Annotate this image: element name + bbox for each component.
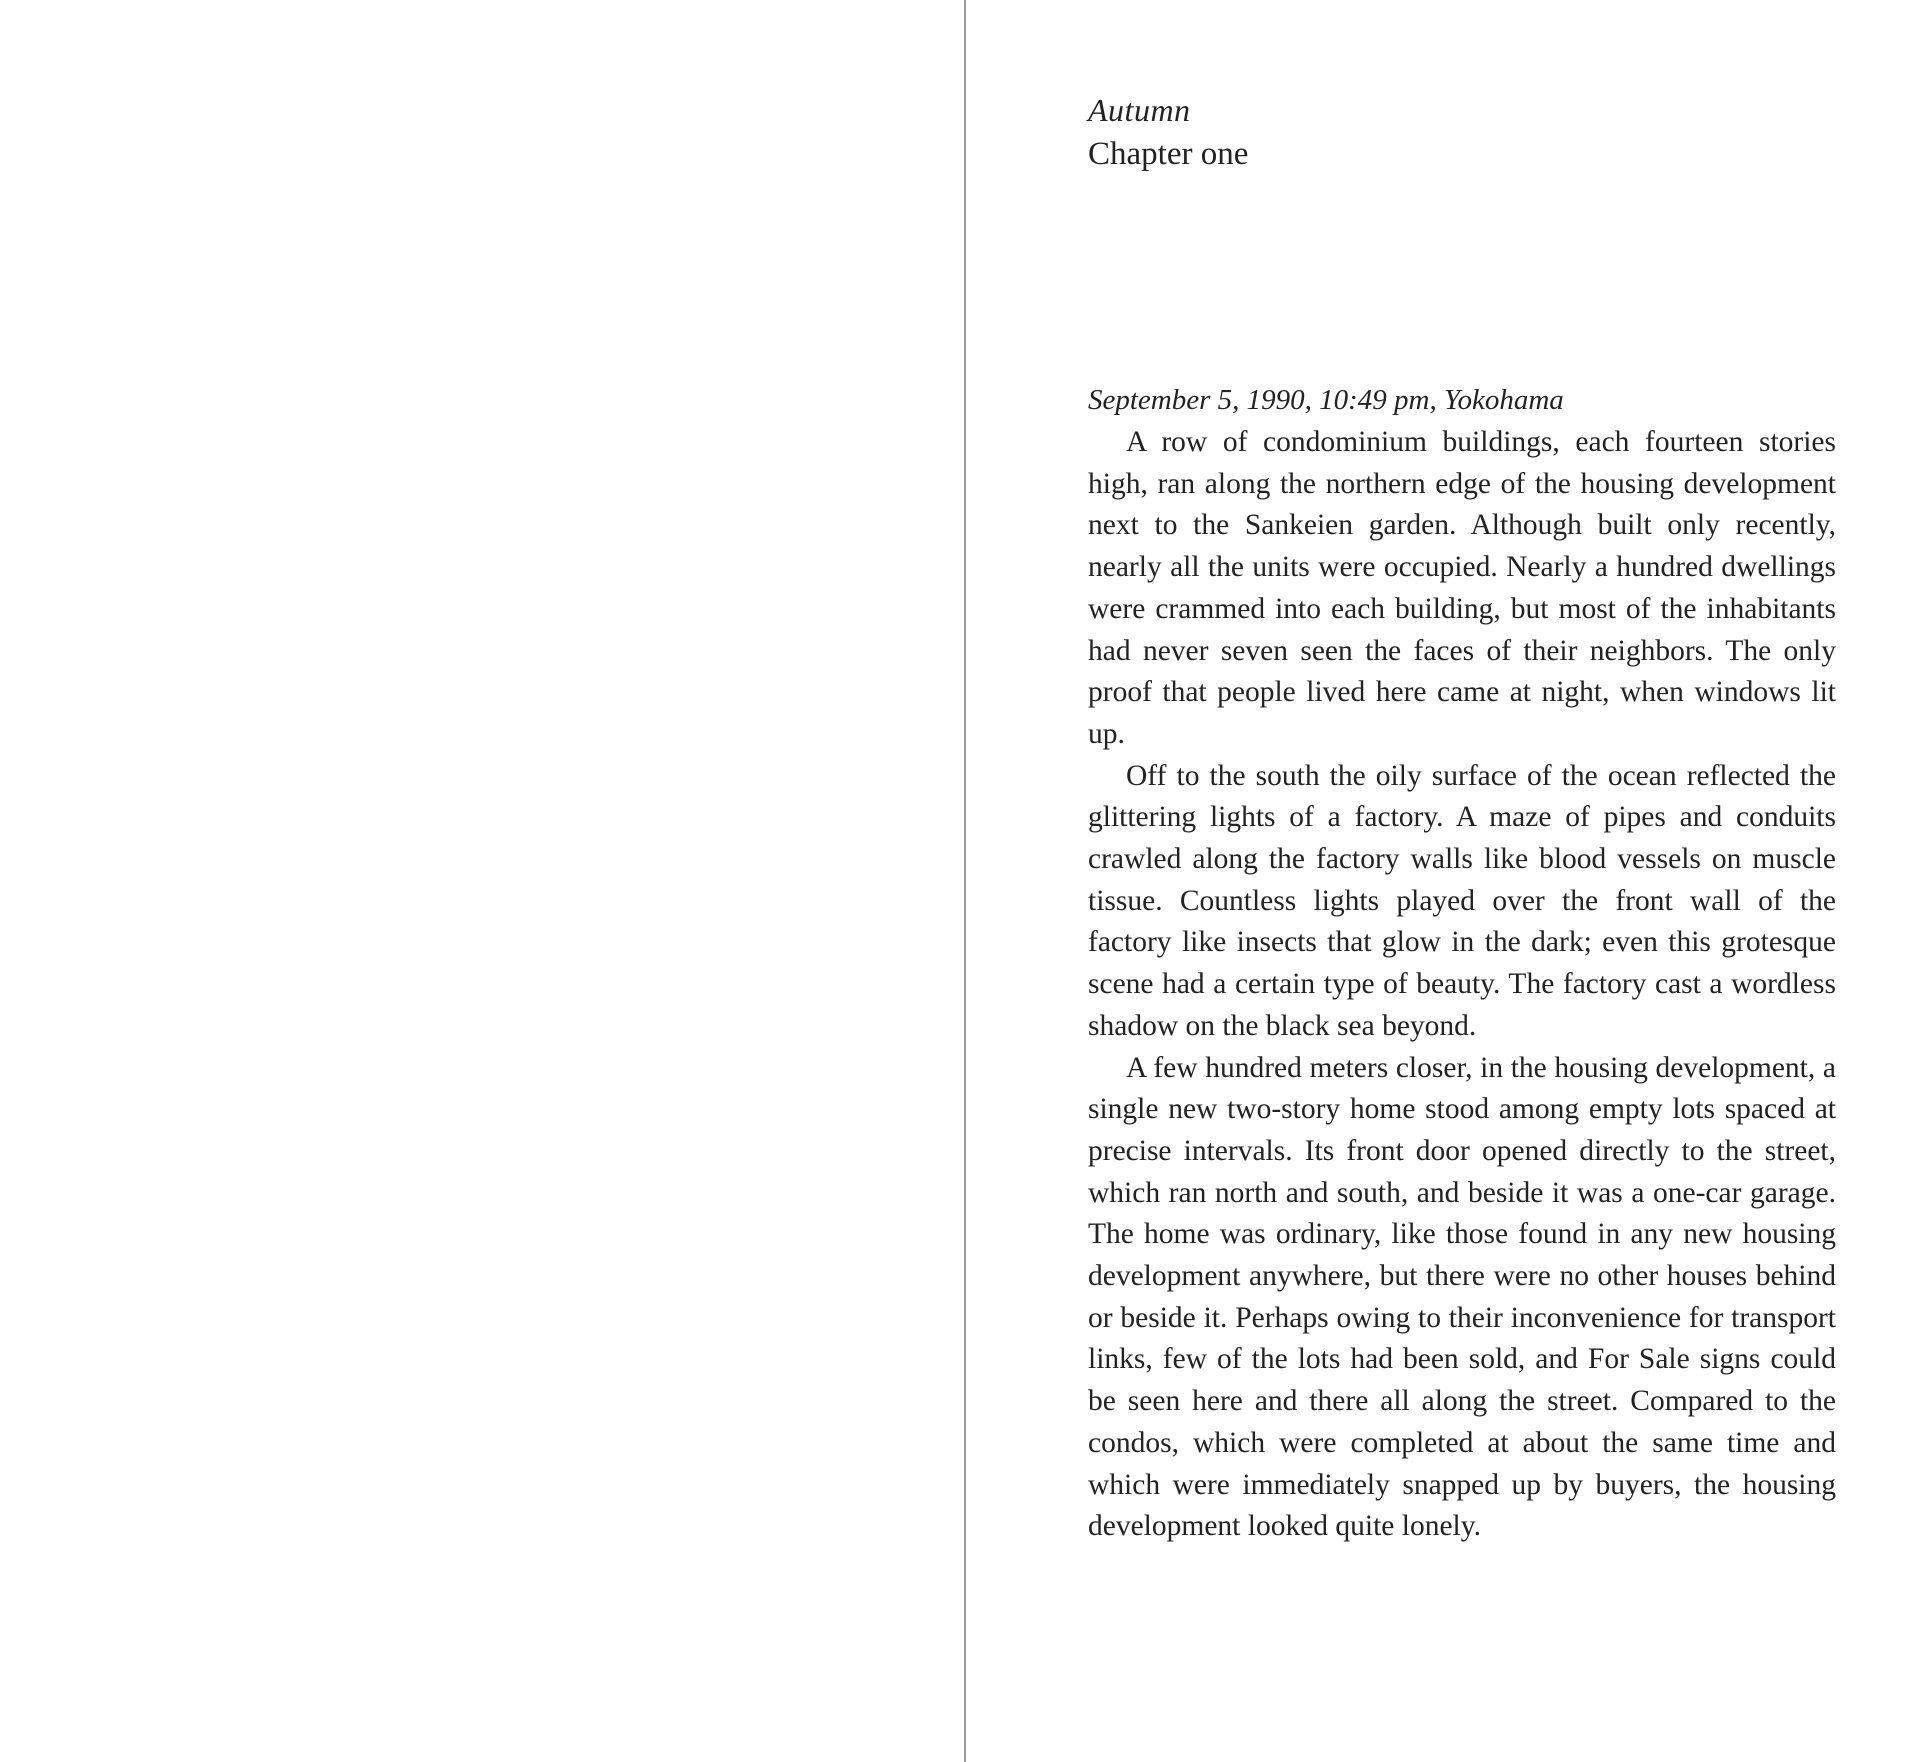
- paragraph: A few hundred meters closer, in the housing development, a single new two-story home stood among empty lots spaced at precise intervals. Its front door opened directly to the street, which ran north and south, and beside it was a one-car garage. The home was ordinary, like those found in any new housing development anywhere, but there were no other houses behind or beside it. Perhaps owing to their inconvenience for transport links, few of the lots had been sold, and For Sale signs could be seen here and there all along the street. Compared to the condos, which were completed at about the same time and which were immediately snapped up by buyers, the housing development looked quite lonely.: [1088, 1051, 1836, 1543]
- chapter-body: [1088, 422, 1836, 1548]
- paragraph: Off to the south the oily surface of the ocean reflected the glittering lights of a factory. A maze of pipes and conduits crawled along the factory walls like blood vessels on muscle tissue. Countless lights played over the front wall of the factory like insects that glow in the dark; even this grotesque scene had a certain type of beauty. The factory cast a wordless shadow on the black sea beyond.: [1088, 759, 1836, 1042]
- paragraph: A row of condominium buildings, each fourteen stories high, ran along the northern edge of the housing development next to the Sankeien garden. Although built only recently, nearly all the units were occupied. Nearly a hundred dwellings were crammed into each building, but most of the inhabitants had never seven seen the faces of their neighbors. The only proof that people lived here came at night, when windows lit up.: [1088, 426, 1836, 750]
- scene-dateline: September 5, 1990, 10:49 pm, Yokohama: [1088, 384, 1564, 416]
- chapter-text-block: [1088, 88, 1836, 1543]
- season-heading: Autumn: [1088, 92, 1191, 128]
- chapter-title: Chapter one: [1088, 136, 1249, 172]
